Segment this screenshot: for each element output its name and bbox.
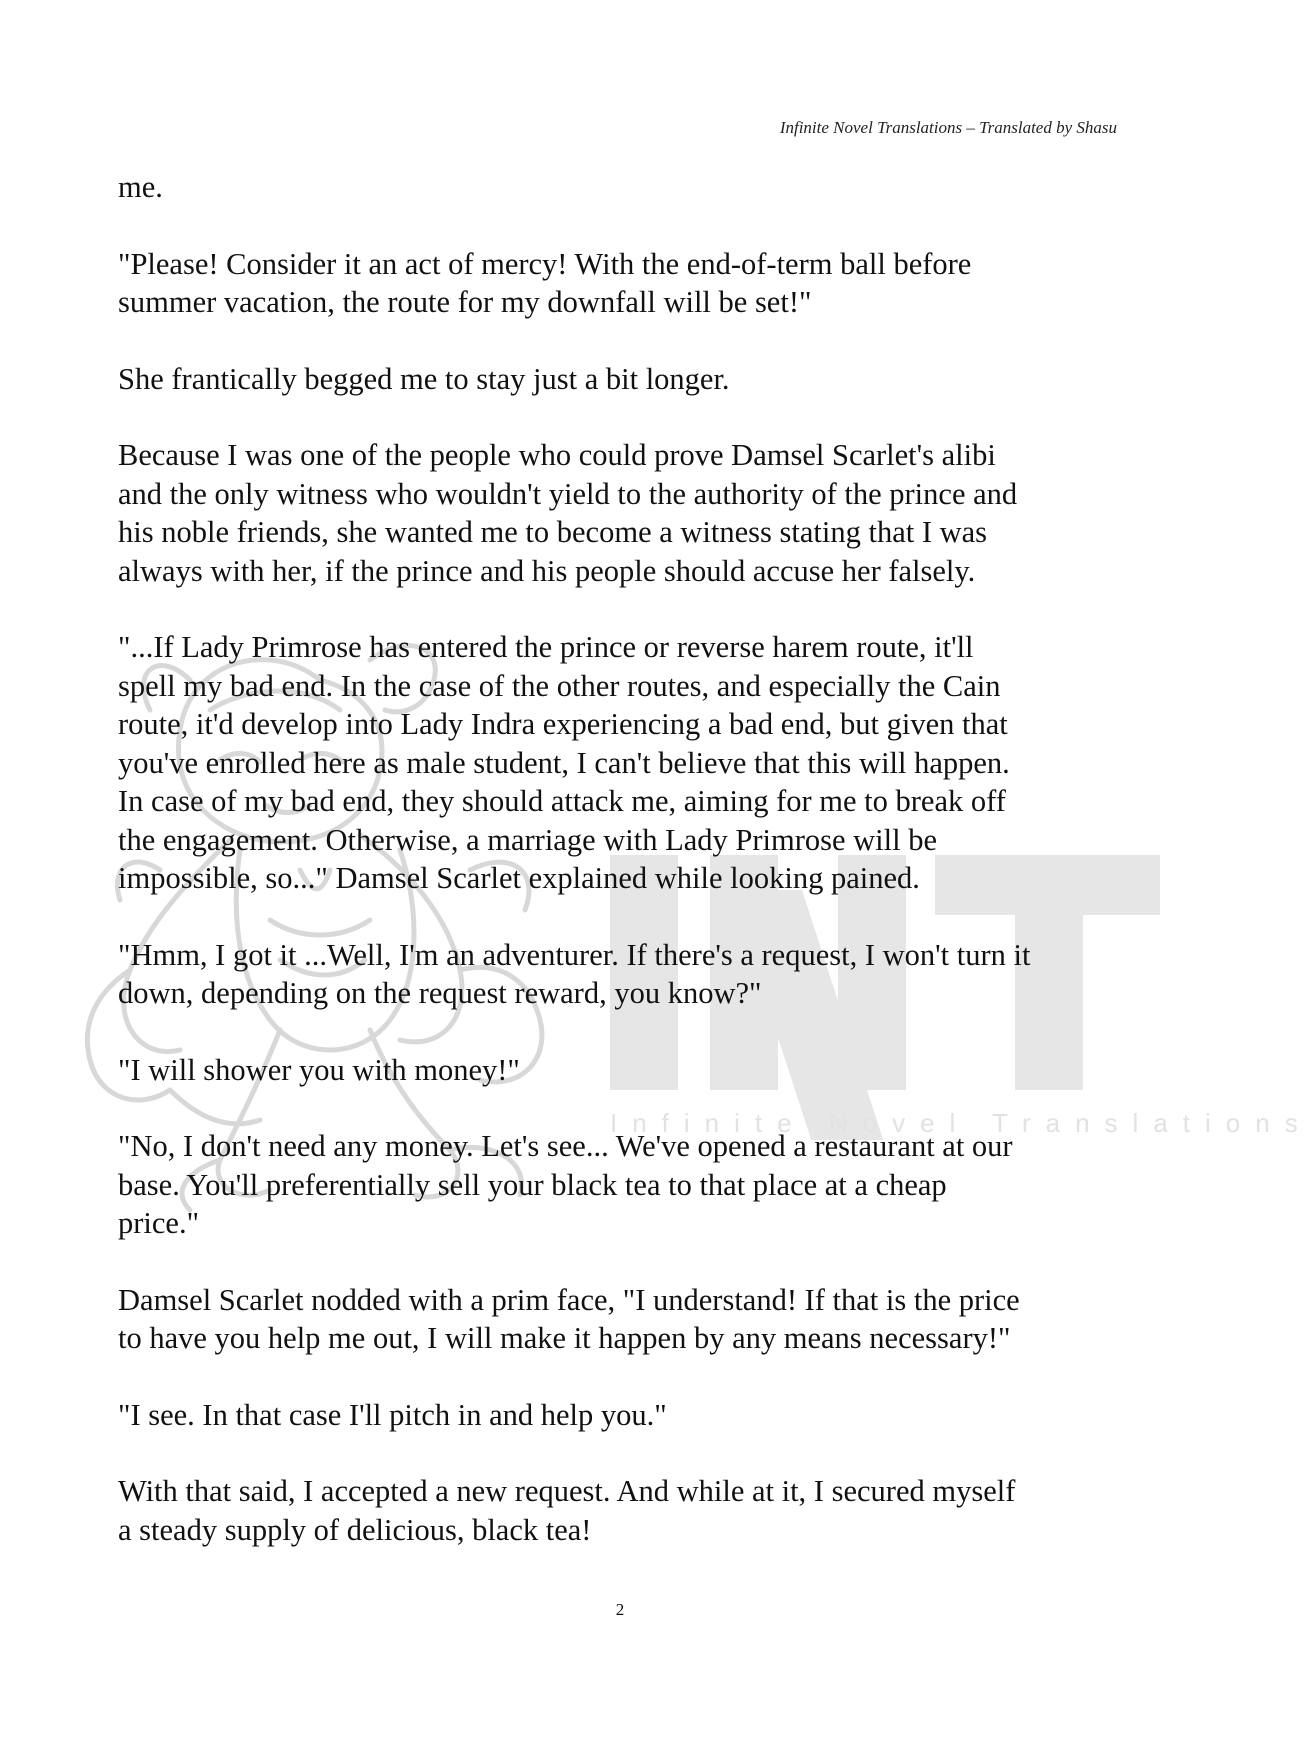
paragraph: "I see. In that case I'll pitch in and help you." <box>118 1397 667 1432</box>
paragraph: "I will shower you with money!" <box>118 1052 520 1087</box>
paragraph: Damsel Scarlet nodded with a prim face, "I understand! If that is the price to have you help me out, I will make it happen by any means necessary!" <box>118 1282 1020 1355</box>
page-header: Infinite Novel Translations – Translated by Shasu <box>779 118 1117 137</box>
paragraph: Because I was one of the people who could prove Damsel Scarlet's alibi and the only witness who wouldn't yield to the authority of the prince and his noble friends, she wanted me to become a witness stating that I was always with her, if the prince and his people should accuse her falsely. <box>118 438 1018 588</box>
paragraph: "Please! Consider it an act of mercy! With the end-of-term ball before summer vacation, the route for my downfall will be set!" <box>118 246 972 319</box>
paragraph: "...If Lady Primrose has entered the prince or reverse harem route, it'll spell my bad end. In the case of the other routes, and especially the Cain route, it'd develop into Lady Indra experiencing a bad end, but given that you've enrolled here as male student, I can't believe that this will happen. In case of my bad end, they should attack me, aiming for me to break off the engagement. Otherwise, a marriage with Lady Primrose will be impossible, so..." Damsel Scarlet explained while looking pained. <box>118 630 1010 895</box>
paragraph: "No, I don't need any money. Let's see... We've opened a restaurant at our base. You'll preferentially sell your black tea to that place at a cheap price." <box>118 1129 1013 1240</box>
page-number: 2 <box>615 1600 625 1619</box>
paragraph: With that said, I accepted a new request. And while at it, I secured myself a steady supply of delicious, black tea! <box>118 1474 1016 1547</box>
paragraph: She frantically begged me to stay just a bit longer. <box>118 361 730 396</box>
watermark-tagline: Infinite Novel Translations <box>610 1108 1313 1138</box>
paragraph: "Hmm, I got it ...Well, I'm an adventurer. If there's a request, I won't turn it down, depending on the request reward, you know?" <box>118 937 1031 1010</box>
paragraph: me. <box>118 170 163 204</box>
document-body <box>118 168 1138 1587</box>
